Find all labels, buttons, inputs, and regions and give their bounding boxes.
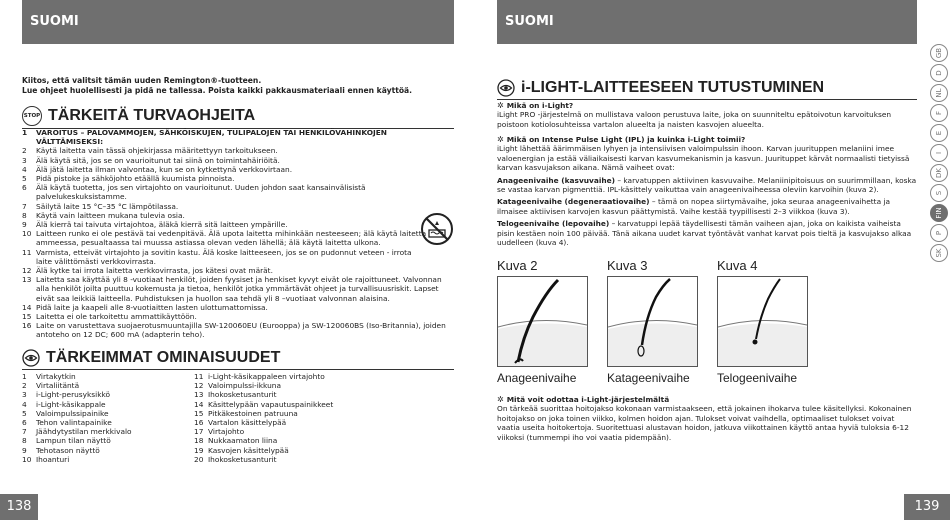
question-2: Mikä on Intense Pulse Light (IPL) ja kuinka i-Light toimii? xyxy=(506,135,746,144)
safety-item-text: Laitetta ei ole tarkoitettu ammattikäyttöön. xyxy=(36,312,197,322)
language-tab-dk[interactable]: DK xyxy=(930,164,948,182)
intro-text xyxy=(22,76,454,96)
safety-item xyxy=(22,156,454,165)
safety-item-text: Älä käytä tuotetta, jos sen virtajohto on vaurioitunut. Uuden johdon saat kansainvälisistä palvelukeskuksistamme. xyxy=(36,183,366,202)
feature-label: Virtakytkin xyxy=(36,372,76,381)
feature-item xyxy=(194,390,333,399)
feature-number: 5 xyxy=(22,408,27,418)
safety-item xyxy=(22,303,454,312)
right-header: SUOMI xyxy=(497,0,917,44)
feature-number: 13 xyxy=(194,390,204,400)
safety-item-text: Älä käytä sitä, jos se on vaurioitunut tai siinä on toimintahäiriöitä. xyxy=(36,155,280,165)
language-tab-e[interactable]: E xyxy=(930,124,948,142)
safety-item xyxy=(22,183,454,201)
figure-4-caption: Telogeenivaihe xyxy=(717,371,798,385)
language-tab-s[interactable]: S xyxy=(930,184,948,202)
safety-item-number: 8 xyxy=(22,210,27,220)
safety-item-number: 13 xyxy=(22,275,32,285)
language-tab-d[interactable]: D xyxy=(930,64,948,82)
gear-icon: ✲ xyxy=(497,395,504,404)
feature-number: 10 xyxy=(22,454,32,464)
feature-label: Käsittelypään vapautuspainikkeet xyxy=(208,399,334,409)
figure-3-caption: Katageenivaihe xyxy=(607,371,690,385)
katagen-label: Katageenivaihe (degeneraatiovaihe) xyxy=(497,197,650,207)
feature-item xyxy=(22,400,194,409)
feature-item xyxy=(22,418,194,427)
feature-item xyxy=(22,390,194,399)
safety-item xyxy=(22,202,454,211)
feature-label: Nukkaamaton liina xyxy=(208,436,278,446)
language-tab-fin[interactable]: FIN xyxy=(930,204,948,222)
safety-item-text: Varmista, etteivät virtajohto ja sovitin kastu. Älä koske laitteeseen, jos se on pudonnut veteen - irrota laite välittömästi verkkovirrasta. xyxy=(36,247,412,266)
answer-1: iLight PRO -järjestelmä on mullistava valoon perustuva laite, joka on suunniteltu epätoivotun karvoituksen poistoon kotiolosuhteissa vartalon alueelta ja naisten kasvojen alueelta. xyxy=(497,110,892,129)
feature-label: Kasvojen käsittelypää xyxy=(208,445,289,455)
stop-icon: STOP xyxy=(22,106,42,126)
feature-item xyxy=(194,418,333,427)
feature-label: Virtaliitäntä xyxy=(36,381,80,391)
feature-item xyxy=(194,455,333,464)
anagen-label: Anageenivaihe (kasvuvaihe) xyxy=(497,175,616,185)
safety-item-text: Pidä pistoke ja sähköjohto etäällä kuumista pinnoista. xyxy=(36,174,235,184)
feature-number: 4 xyxy=(22,399,27,409)
safety-section-title xyxy=(22,106,454,129)
feature-number: 16 xyxy=(194,418,204,428)
feature-item xyxy=(194,436,333,445)
eye-icon xyxy=(497,79,515,97)
features-column-1 xyxy=(22,372,194,464)
language-tab-sk[interactable]: SK xyxy=(930,244,948,262)
feature-label: Pitkäkestoinen patruuna xyxy=(208,408,298,418)
safety-item-text: Säilytä laite 15 °C–35 °C lämpötilassa. xyxy=(36,201,179,211)
language-tab-gb[interactable]: GB xyxy=(930,44,948,62)
feature-number: 19 xyxy=(194,445,204,455)
left-page-number: 138 xyxy=(0,494,38,520)
features-column-2 xyxy=(194,372,333,464)
safety-item-number: 2 xyxy=(22,146,27,156)
safety-item-number: 1 xyxy=(22,128,28,137)
safety-item-number: 7 xyxy=(22,201,27,211)
safety-item xyxy=(22,165,454,174)
feature-item xyxy=(22,372,194,381)
safety-item-number: 4 xyxy=(22,164,27,174)
intro-line-1: Kiitos, että valitsit tämän uuden Remington®-tuotteen. xyxy=(22,76,262,85)
feature-item xyxy=(194,409,333,418)
figure-4-telogen-hair-illustration xyxy=(717,276,808,367)
qa-block-1 xyxy=(497,101,917,129)
figure-3-label: Kuva 3 xyxy=(607,258,648,273)
safety-item xyxy=(22,229,454,247)
safety-item-number: 10 xyxy=(22,229,32,239)
features-section-title xyxy=(22,349,454,370)
feature-number: 1 xyxy=(22,372,27,381)
safety-item-number: 16 xyxy=(22,321,32,331)
safety-item-number: 5 xyxy=(22,174,27,184)
language-tab-f[interactable]: F xyxy=(930,104,948,122)
safety-item-text: Älä kierrä tai taivuta virtajohtoa, äläkä kierrä sitä laitteen ympärille. xyxy=(36,220,288,230)
feature-number: 7 xyxy=(22,427,27,437)
eye-icon xyxy=(22,349,40,367)
safety-item xyxy=(22,266,454,275)
feature-label: Tehotason näyttö xyxy=(36,445,100,455)
feature-item xyxy=(194,372,333,381)
feature-number: 12 xyxy=(194,381,204,391)
feature-item xyxy=(194,446,333,455)
feature-label: Valoimpulssi-ikkuna xyxy=(208,381,281,391)
safety-item xyxy=(22,275,454,303)
safety-item-number: 3 xyxy=(22,155,27,165)
telogen-text: – karvatuppi lepää täydellisesti tämän vaiheen ajan, joka on kaikista vaiheista pisin kestäen noin 100 päivää. Tänä aikana uudet karvat työntävät vanhat karvat pois tieltä ja kasvujakso alkaa uudelleen (kuva 4). xyxy=(497,219,912,248)
feature-label: i-Light-käsikappaleen virtajohto xyxy=(208,372,325,381)
feature-label: Vartalon käsittelypää xyxy=(208,418,287,428)
anagen-paragraph xyxy=(497,176,917,195)
language-tab-i[interactable]: I xyxy=(930,144,948,162)
katagen-text: – tämä on nopea siirtymävaihe, joka seuraa anageenivaihetta ja ilmaisee aktiivisen karvojen kasvun päättymistä. Vaihe kestää tyypillisesti 2–3 viikkoa (kuva 3). xyxy=(497,197,891,216)
right-page-number: 139 xyxy=(904,494,950,520)
anagen-text: – karvatuppen aktiivinen kasvuvaihe. Melaniinipitoisuus on suurimmillaan, koska se vastaa karvan pigmenttiä. IPL-käsittely vaikuttaa vain anageenivaiheessa oleviin karvoihin (kuva 2). xyxy=(497,175,917,195)
feature-label: i-Light-perusyksikkö xyxy=(36,390,111,400)
gear-icon: ✲ xyxy=(497,135,504,144)
language-tabs xyxy=(928,44,950,264)
safety-item xyxy=(22,211,454,220)
figure-4-label: Kuva 4 xyxy=(717,258,758,273)
safety-item xyxy=(22,146,454,155)
gear-icon: ✲ xyxy=(497,101,504,110)
safety-item-text: Käytä laitetta vain tässä ohjekirjassa määritettyyn tarkoitukseen. xyxy=(36,146,278,156)
safety-item xyxy=(22,248,454,266)
answer-2: iLight lähettää äärimmäisen lyhyen ja intensiivisen valoimpulssin ihoon. Karvan juurituppen melaniini imee valoenergian ja estää väliaikaisesti karvan kasvumekanismin ja kasvun. Juurituppet kärvät normaalisti tietyissä karvan kasvujakson aikana. Nämä vaiheet ovat: xyxy=(497,144,910,173)
figure-2-caption: Anageenivaihe xyxy=(497,371,577,385)
safety-item-number: 15 xyxy=(22,312,32,322)
feature-label: Ihoanturi xyxy=(36,454,70,464)
feature-label: Lampun tilan näyttö xyxy=(36,436,111,446)
feature-item xyxy=(194,381,333,390)
feature-item xyxy=(22,436,194,445)
qa-block-3 xyxy=(497,395,917,442)
safety-item xyxy=(22,220,454,229)
safety-item-text: Pidä laite ja kaapeli alle 8-vuotiaitten lasten ulottumattomissa. xyxy=(36,302,268,312)
safety-item xyxy=(22,128,454,146)
safety-item-text: Käytä vain laitteen mukana tulevia osia. xyxy=(36,210,185,220)
safety-item xyxy=(22,321,454,339)
feature-label: Virtajohto xyxy=(208,427,245,437)
feature-number: 6 xyxy=(22,418,27,428)
qa-block-2 xyxy=(497,135,917,247)
safety-item-number: 6 xyxy=(22,183,27,193)
feature-number: 20 xyxy=(194,454,204,464)
feature-number: 15 xyxy=(194,408,204,418)
feature-number: 18 xyxy=(194,436,204,446)
feature-number: 2 xyxy=(22,381,27,391)
language-tab-nl[interactable]: NL xyxy=(930,84,948,102)
feature-number: 11 xyxy=(194,372,204,381)
figure-2-label: Kuva 2 xyxy=(497,258,538,273)
intro-line-2: Lue ohjeet huolellisesti ja pidä ne tallessa. Poista kaikki pakkausmateriaali ennen käyttöä. xyxy=(22,86,413,95)
safety-item-number: 11 xyxy=(22,247,32,257)
feature-number: 9 xyxy=(22,445,27,455)
ilight-section-title xyxy=(497,79,917,100)
feature-label: Tehon valintapainike xyxy=(36,418,112,428)
safety-item xyxy=(22,174,454,183)
figure-3-katagen-hair-illustration xyxy=(607,276,698,367)
feature-number: 14 xyxy=(194,399,204,409)
feature-item xyxy=(194,427,333,436)
feature-label: Ihokosketusanturit xyxy=(208,454,277,464)
figure-2-anagen-hair-illustration xyxy=(497,276,588,367)
katagen-paragraph xyxy=(497,197,917,216)
feature-item xyxy=(22,446,194,455)
telogen-paragraph xyxy=(497,219,917,247)
safety-item-text: Älä jätä laitetta ilman valvontaa, kun se on kytkettynä verkkovirtaan. xyxy=(36,164,293,174)
right-page xyxy=(475,0,950,520)
safety-item-number: 14 xyxy=(22,302,32,312)
feature-number: 17 xyxy=(194,427,204,437)
feature-item xyxy=(22,381,194,390)
feature-label: Ihokosketusanturit xyxy=(208,390,277,400)
safety-item-text: VAROITUS – PALOVAMMOJEN, SÄHKÖISKUJEN, TULIPALOJEN TAI HENKILÖVAHINKOJEN VÄLTTÄMISEKSI: xyxy=(36,128,387,147)
safety-item-text: Laite on varustettava suojaerotusmuuntajilla SW-120060EU (Eurooppa) ja SW-120060BS (Iso-Britannia), joiden antoteho on 12 DC; 600 mA (adapterin teho). xyxy=(36,321,446,340)
left-header: SUOMI xyxy=(22,0,454,44)
feature-number: 8 xyxy=(22,436,27,446)
safety-item-number: 12 xyxy=(22,266,32,276)
safety-item-number: 9 xyxy=(22,220,27,230)
safety-title-text: TÄRKEITÄ TURVAOHJEITA xyxy=(48,107,256,124)
safety-item-text: Laitteen runko ei ole pestävä tai vedenpitävä. Älä upota laitetta mihinkään nesteeseen; älä käytä laitetta ammeessa, pesualtaassa tai muussa astiassa olevan veden lähellä; älä käytä laitetta ulkona. xyxy=(36,229,427,248)
feature-label: Jäähdytystilan merkkivalo xyxy=(36,427,132,437)
safety-item-text: Älä kytke tai irrota laitetta verkkovirrasta, jos kätesi ovat märät. xyxy=(36,266,273,276)
features-title-text: TÄRKEIMMAT OMINAISUUDET xyxy=(46,349,281,366)
feature-item xyxy=(22,455,194,464)
telogen-label: Telogeenivaihe (lepovaihe) xyxy=(497,219,610,229)
feature-number: 3 xyxy=(22,390,27,400)
feature-label: Valoimpulssipainike xyxy=(36,408,109,418)
no-water-warning-icon xyxy=(420,212,454,246)
feature-label: i-Light-käsikappale xyxy=(36,399,106,409)
feature-item xyxy=(194,400,333,409)
safety-item-text: Laitetta saa käyttää yli 8 -vuotiaat henkilöt, joiden fyysiset ja henkiset kyvyt eivät ole rajoittuneet. Valvonnan alla henkilöt joilta puuttuu kokemusta ja tietoa, henkilöt jotka ymmärtävät ohjeet ja turvallisuusriskit. Lapset eivät saa leikkiä laitteella. Puhdistuksen ja huollon saa tehdä yli 8 –vuotiaat valvonnan alaisina. xyxy=(36,275,442,303)
language-tab-p[interactable]: P xyxy=(930,224,948,242)
answer-3: On tärkeää suorittaa hoitojakso kokonaan varmistaakseen, että jokainen ihokarva tulee käsitellyksi. Kokonainen hoitojakso on joka toinen viikko, kolmen hoidon ajan. Tulokset voivat vaihdella, optimaaliset tulokset voivat vaatia useita hoitokertoja. Suoritettuasi alustavan hoidon, jatkuva viikottainen käyttö antaa hyviä tuloksia 6-12 viikoksi (tummempi iho voi vaatia pidempään). xyxy=(497,404,912,442)
features-list xyxy=(22,372,454,464)
safety-list xyxy=(22,128,454,340)
feature-item xyxy=(22,427,194,436)
ilight-title-text: i-LIGHT-LAITTEESEEN TUTUSTUMINEN xyxy=(521,79,825,96)
feature-item xyxy=(22,409,194,418)
question-3: Mitä voit odottaa i-Light-järjestelmältä xyxy=(506,395,670,404)
safety-item xyxy=(22,312,454,321)
question-1: Mikä on i-Light? xyxy=(506,101,574,110)
